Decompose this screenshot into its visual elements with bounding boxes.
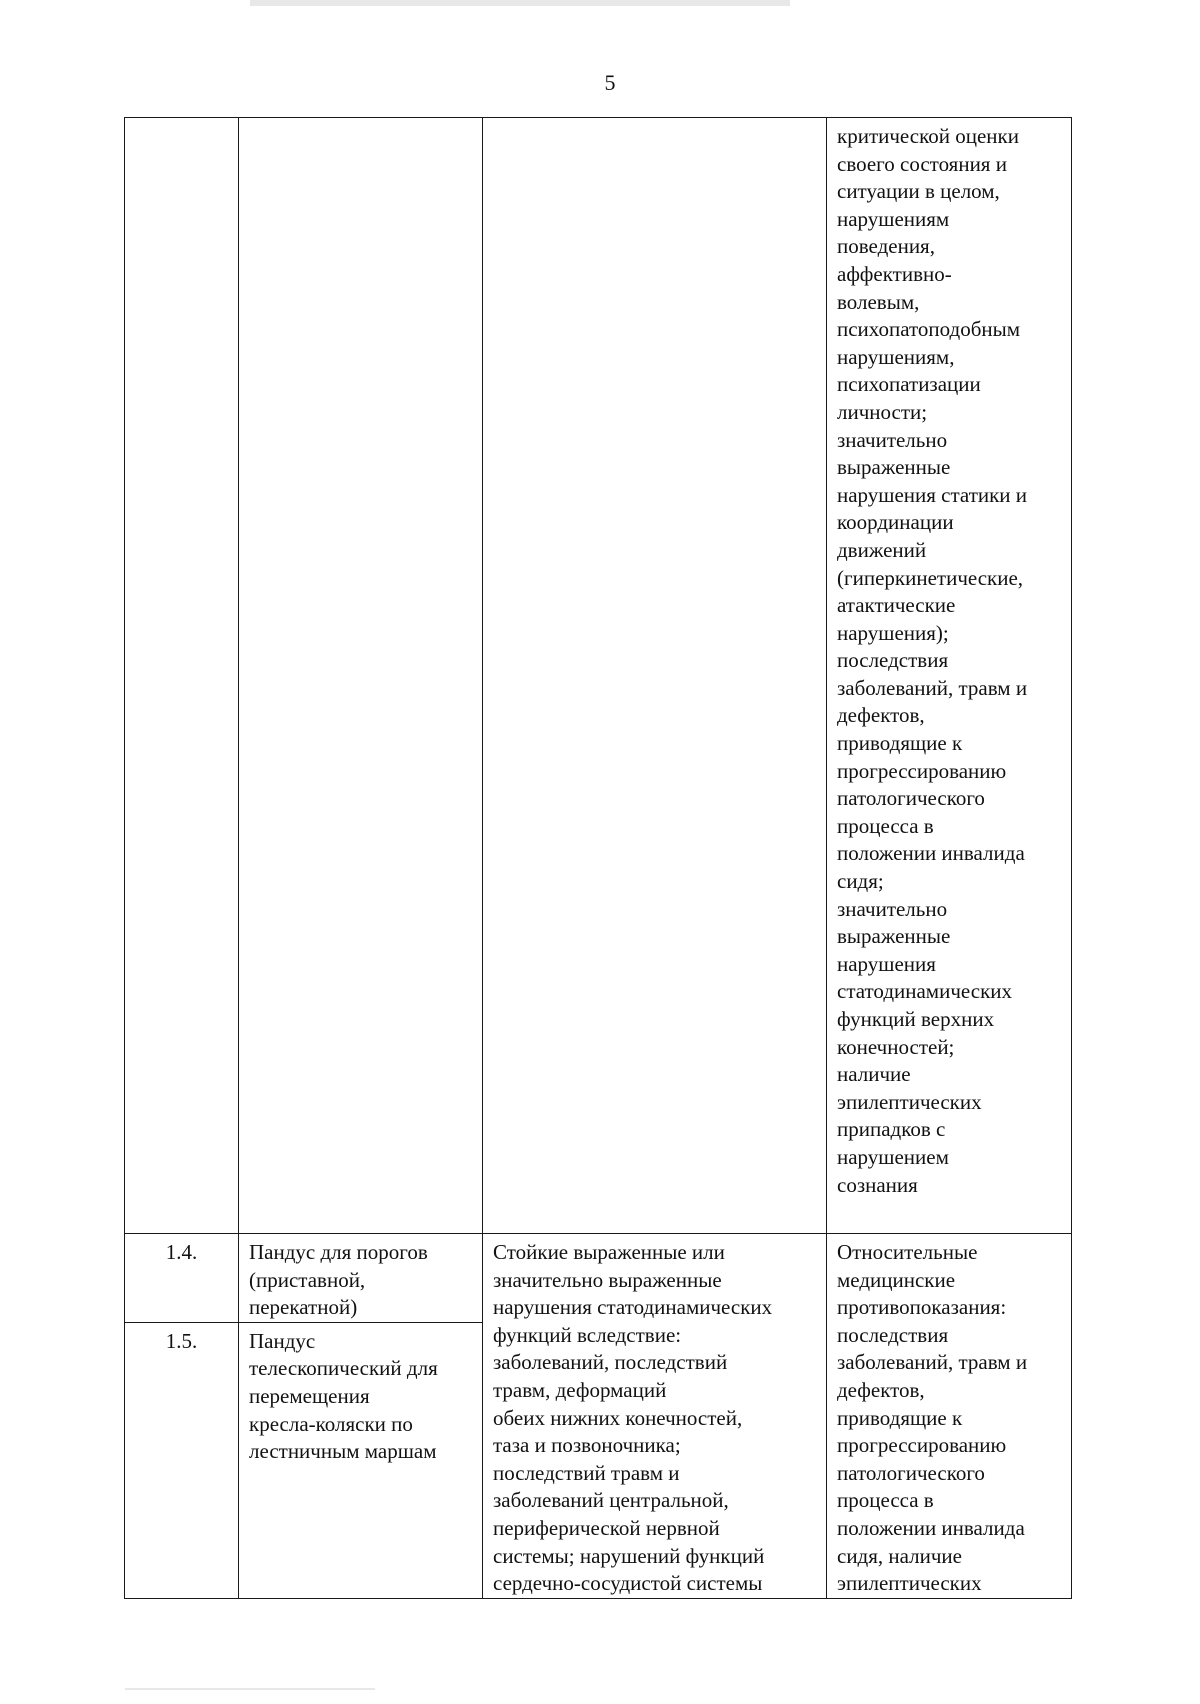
device-name-cell: Пандус для порогов (приставной, перекатной) — [239, 1234, 483, 1323]
row-number-cell: 1.4. — [125, 1234, 239, 1323]
row-number-cell: 1.5. — [125, 1322, 239, 1598]
indications-table — [124, 117, 1072, 1599]
contraindications-cell: критической оценки своего состояния и ситуации в целом, нарушениям поведения, аффективно- волевым, психопатоподобным нарушениям, психопатизации личности; значительно выраженные нарушения статики и координации движений (гиперкинетические, атактические нарушения); последствия заболеваний, травм и дефектов, приводящие к прогрессированию патологического процесса в положении инвалида сидя; значительно выраженные нарушения статодинамических функций верхних конечностей; наличие эпилептических припадков с нарушением сознания — [827, 118, 1072, 1234]
device-name-cell: Пандус телескопический для перемещения кресла-коляски по лестничным маршам — [239, 1322, 483, 1598]
scan-artifact-top — [250, 0, 790, 6]
contraindications-cell: Относительные медицинские противопоказания: последствия заболеваний, травм и дефектов, приводящие к прогрессированию патологического процесса в положении инвалида сидя, наличие эпилептических — [827, 1234, 1072, 1599]
scan-artifact-bottom — [125, 1688, 375, 1690]
page-number: 5 — [604, 70, 616, 95]
table-row — [125, 118, 1072, 1234]
indications-cell — [483, 118, 827, 1234]
row-number-cell — [125, 118, 239, 1234]
table-row — [125, 1234, 1072, 1323]
indications-cell: Стойкие выраженные или значительно выраженные нарушения статодинамических функций вследствие: заболеваний, последствий травм, деформаций обеих нижних конечностей, таза и позвоночника; последствий травм и заболеваний центральной, периферической нервной системы; нарушений функций сердечно-сосудистой системы — [483, 1234, 827, 1599]
device-name-cell — [239, 118, 483, 1234]
